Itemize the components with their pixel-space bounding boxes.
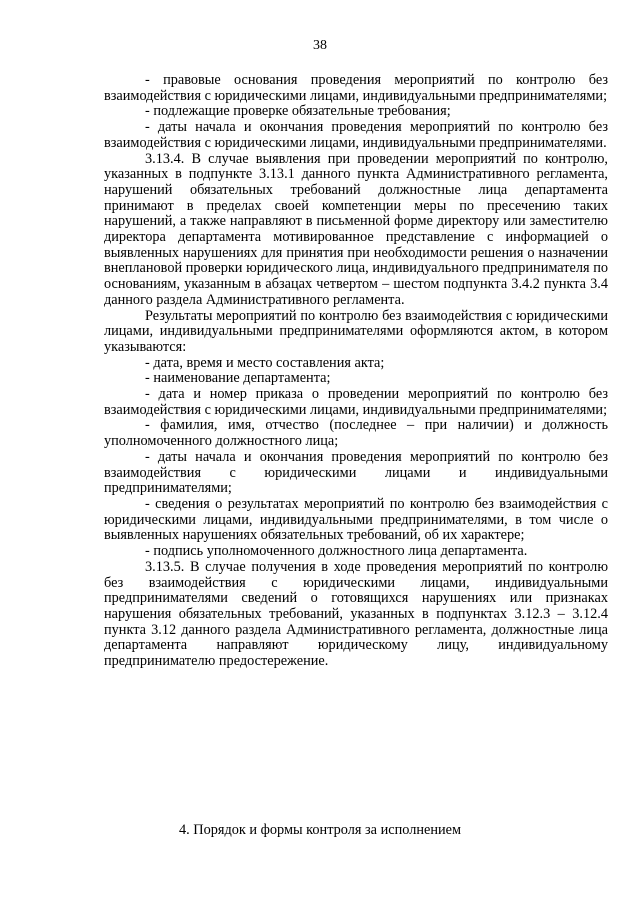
clause-3-13-5: 3.13.5. В случае получения в ходе проведения мероприятий по контролю без взаимодействия с юридическими лицами, индивидуальными предпринимателями сведений о готовящихся нарушениях или признаках нарушения обязательных требований, указанных в подпунктах 3.12.3 – 3.12.4 пункта 3.12 данного раздела Административного регламента, должностные лица департамента направляют юридическому лицу, индивидуальному предпринимателю предостережение. — [104, 558, 608, 670]
list-item-department-name: - наименование департамента; — [145, 370, 331, 387]
page-number: 38 — [313, 38, 327, 53]
section-heading: 4. Порядок и формы контроля за исполнением — [178, 822, 462, 838]
clause-3-13-4: 3.13.4. В случае выявления при проведении мероприятий по контролю, указанных в подпункте 3.13.1 данного пункта Административного регламента, нарушений обязательных требований должностные лица департамента принимают в пределах своей компетенции меры по пресечению таких нарушений, а также направляют в письменной форме директору или заместителю директора департамента мотивированное представление с информацией о выявленных нарушениях для принятия при необходимости решения о назначении внеплановой проверки юридического лица, индивидуального предпринимателя по основаниям, указанным в абзацах четвертом – шестом подпункта 3.4.2 пункта 3.4 данного раздела Административного регламента. — [104, 150, 608, 308]
list-item-act-date-place: - дата, время и место составления акта; — [145, 354, 385, 371]
paragraph-results-act: Результаты мероприятий по контролю без взаимодействия с юридическими лицами, индивидуальными предпринимателями оформляются актом, в котором указываются: — [104, 307, 608, 355]
list-item-legal-grounds: - правовые основания проведения мероприятий по контролю без взаимодействия с юридическими лицами, индивидуальными предпринимателями; — [104, 72, 608, 104]
list-item-start-end-dates: - даты начала и окончания проведения мероприятий по контролю без взаимодействия с юридическими лицами, индивидуальными предпринимателями. — [104, 119, 608, 151]
list-item-results-info: - сведения о результатах мероприятий по контролю без взаимодействия с юридическими лицами, индивидуальными предпринимателями, в том числе о выявленных нарушениях обязательных требований, об их характере; — [104, 495, 608, 544]
list-item-order-date-number: - дата и номер приказа о проведении мероприятий по контролю без взаимодействия с юридическими лицами, индивидуальными предпринимателями; — [104, 386, 608, 418]
list-item-mandatory-requirements: - подлежащие проверке обязательные требования; — [145, 103, 451, 120]
list-item-official-name: - фамилия, имя, отчество (последнее – при наличии) и должность уполномоченного должностного лица; — [104, 417, 608, 450]
list-item-event-dates: - даты начала и окончания проведения мероприятий по контролю без взаимодействия с юридическими лицами и индивидуальными предпринимателями; — [104, 448, 608, 497]
document-body — [104, 73, 608, 670]
list-item-signature: - подпись уполномоченного должностного лица департамента. — [145, 543, 528, 560]
